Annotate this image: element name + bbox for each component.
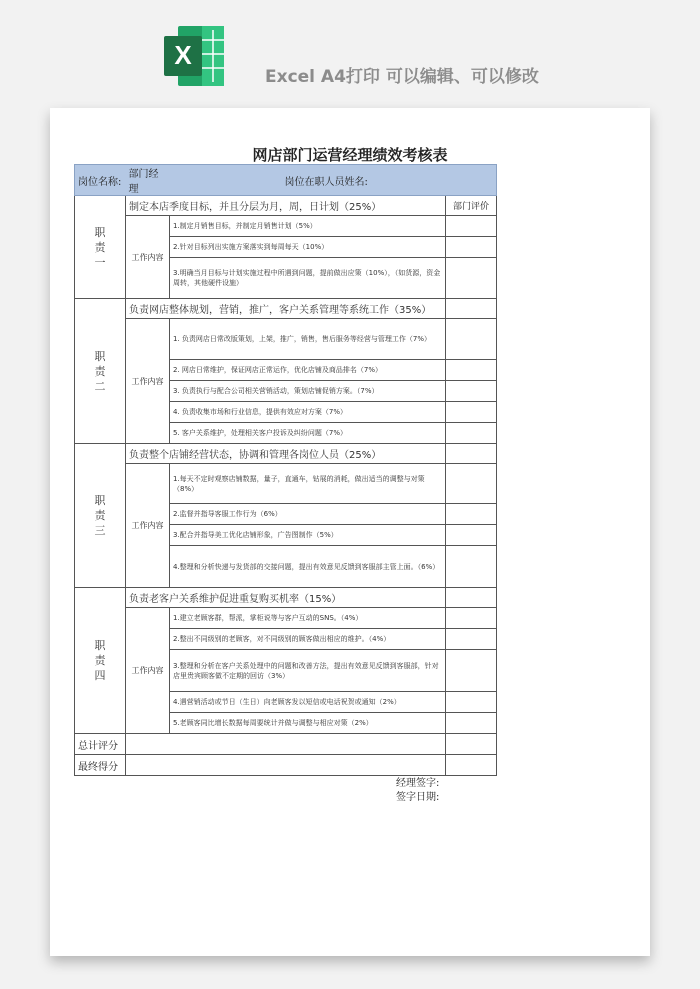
- assessment-table: [74, 164, 497, 776]
- duty-3-item-4: 4.整理和分析快递与发货部的交接问题，提出有效意见反馈到客服部主管上面。（6%）: [170, 546, 446, 588]
- duty-2-eval-5[interactable]: [446, 423, 497, 444]
- duty-1-work-label: 工作内容: [126, 216, 170, 299]
- duty-1-label: 职 责 一: [75, 196, 126, 299]
- duty-2-eval-title[interactable]: [446, 299, 497, 319]
- duty-1-eval-3[interactable]: [446, 258, 497, 299]
- final-score-value[interactable]: [126, 755, 446, 776]
- staff-name-label: 岗位在职人员姓名:: [170, 165, 497, 196]
- duty-3-eval-1[interactable]: [446, 464, 497, 504]
- duty-4-eval-3[interactable]: [446, 650, 497, 692]
- duty-2-item-2: 2. 网店日常维护，保证网店正常运作，优化店铺及商品排名（7%）: [170, 360, 446, 381]
- duty-4-eval-4[interactable]: [446, 692, 497, 713]
- duty-3-title: 负责整个店铺经营状态，协调和管理各岗位人员（25%）: [126, 444, 446, 464]
- position-label: 岗位名称:: [75, 165, 126, 196]
- duty-3-item-1: 1.每天不定时观察店铺数据，量子，直通车，钻展的消耗，做出适当的调整与对策（8%）: [170, 464, 446, 504]
- duty-2-eval-3[interactable]: [446, 381, 497, 402]
- duty-4-item-1: 1.建立老顾客群，帮派，掌柜说等与客户互动的SNS。（4%）: [170, 608, 446, 629]
- sheet-title: 网店部门运营经理绩效考核表: [252, 146, 448, 164]
- duty-2-item-3: 3. 负责执行与配合公司相关营销活动，策划店铺促销方案。（7%）: [170, 381, 446, 402]
- duty-3-eval-2[interactable]: [446, 504, 497, 525]
- duty-3-eval-4[interactable]: [446, 546, 497, 588]
- total-score-label: 总计评分: [75, 734, 126, 755]
- duty-2-item-4: 4. 负责收集市场和行业信息，提供有效应对方案（7%）: [170, 402, 446, 423]
- duty-4-eval-1[interactable]: [446, 608, 497, 629]
- duty-1-eval-2[interactable]: [446, 237, 497, 258]
- excel-icon: [160, 22, 228, 90]
- duty-4-eval-5[interactable]: [446, 713, 497, 734]
- duty-2-item-1: 1. 负责网店日常改版策划，上架，推广，销售，售后服务等经营与管理工作（7%）: [170, 319, 446, 360]
- excel-logo-letter: X: [174, 40, 192, 70]
- duty-4-eval-2[interactable]: [446, 629, 497, 650]
- total-score-eval[interactable]: [446, 734, 497, 755]
- duty-3-eval-title[interactable]: [446, 444, 497, 464]
- duty-4-item-2: 2.整出不同级别的老顾客，对不同级别的顾客做出相应的维护。（4%）: [170, 629, 446, 650]
- duty-4-work-label: 工作内容: [126, 608, 170, 734]
- duty-4-item-5: 5.老顾客同比增长数据每周要统计并做与调整与相应对策（2%）: [170, 713, 446, 734]
- duty-1-item-1: 1.制定月销售目标，并制定月销售计划（5%）: [170, 216, 446, 237]
- position-value: 部门经理: [126, 165, 170, 196]
- duty-4-eval-title[interactable]: [446, 588, 497, 608]
- duty-2-eval-4[interactable]: [446, 402, 497, 423]
- total-score-value[interactable]: [126, 734, 446, 755]
- duty-3-item-2: 2.监督并指导客服工作行为（6%）: [170, 504, 446, 525]
- manager-signature-label: 经理签字:: [396, 778, 440, 789]
- duty-1-eval-1[interactable]: [446, 216, 497, 237]
- duty-4-item-4: 4.遇营销活动或节日（生日）向老顾客发以短信或电话祝贺或通知（2%）: [170, 692, 446, 713]
- final-score-label: 最终得分: [75, 755, 126, 776]
- duty-3-item-3: 3.配合并指导美工优化店铺形象，广告图制作（5%）: [170, 525, 446, 546]
- duty-2-title: 负责网店整体规划，营销，推广，客户关系管理等系统工作（35%）: [126, 299, 446, 319]
- duty-3-eval-3[interactable]: [446, 525, 497, 546]
- duty-3-label: 职 责 三: [75, 444, 126, 588]
- duty-4-item-3: 3.整理和分析在客户关系处理中的问题和改善方法，提出有效意见反馈到客服部，针对店里贵宾顾客做不定期的回访（3%）: [170, 650, 446, 692]
- page-header: [0, 0, 700, 110]
- duty-1-title: 制定本店季度目标，并且分层为月，周，日计划（25%）: [126, 196, 446, 216]
- duty-2-work-label: 工作内容: [126, 319, 170, 444]
- duty-2-label: 职 责 二: [75, 299, 126, 444]
- duty-2-item-5: 5. 客户关系维护，处理相关客户投诉及纠纷问题（7%）: [170, 423, 446, 444]
- duty-1-item-3: 3.明确当月目标与计划实施过程中所遇到问题，提前做出应策（10%），（如货源，资金周转，其他硬件设施）: [170, 258, 446, 299]
- duty-1-item-2: 2.针对目标列出实施方案落实到每周每天（10%）: [170, 237, 446, 258]
- header-caption: Excel A4打印 可以编辑、可以修改: [265, 67, 539, 87]
- evaluation-header: 部门评价: [446, 196, 497, 216]
- duty-3-work-label: 工作内容: [126, 464, 170, 588]
- duty-2-eval-2[interactable]: [446, 360, 497, 381]
- duty-2-eval-1[interactable]: [446, 319, 497, 360]
- final-score-eval[interactable]: [446, 755, 497, 776]
- duty-4-title: 负责老客户关系维护促进重复购买机率（15%）: [126, 588, 446, 608]
- header-row: [75, 165, 497, 196]
- duty-4-label: 职 责 四: [75, 588, 126, 734]
- document-page: [50, 108, 650, 956]
- signature-date-label: 签字日期:: [396, 792, 440, 803]
